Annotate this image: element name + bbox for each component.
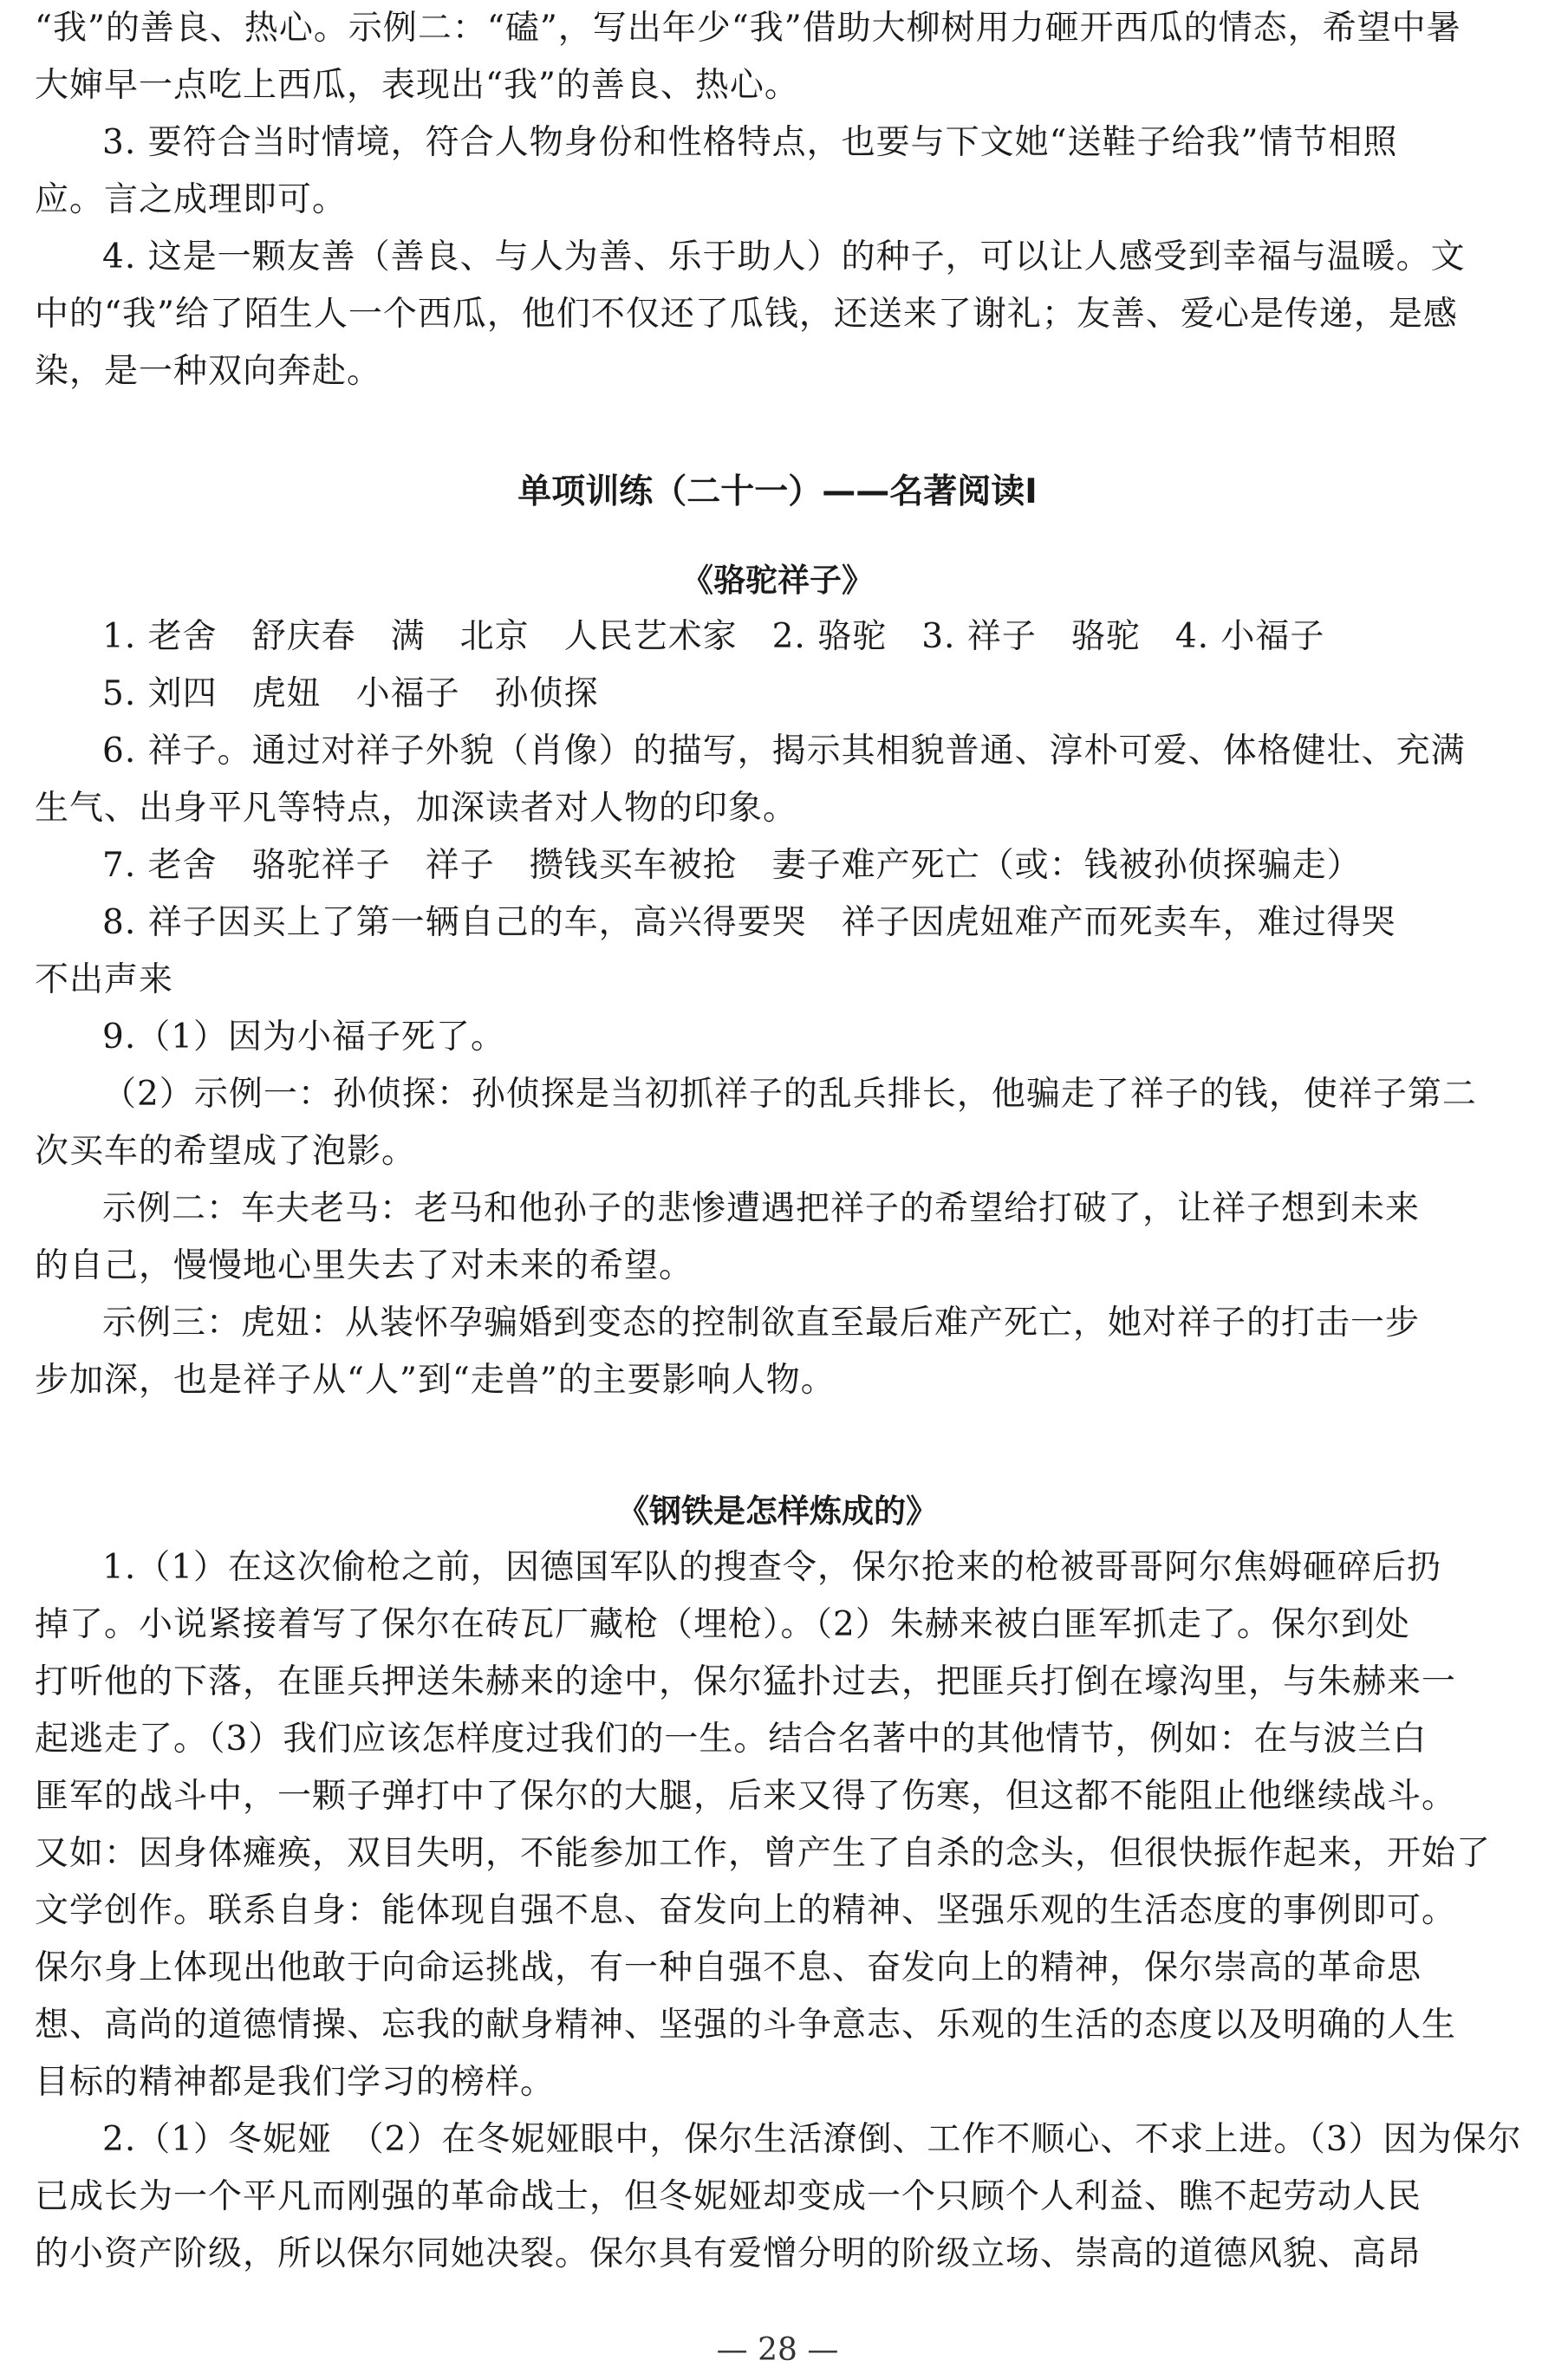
text-line: 染，是一种双向奔赴。	[35, 352, 382, 391]
text-line: 的自己，慢慢地心里失去了对未来的希望。	[35, 1246, 694, 1285]
text-line: 1.（1）在这次偷枪之前，因德国军队的搜查令，保尔抢来的枪被哥哥阿尔焦姆砸碎后扔	[102, 1548, 1442, 1587]
text-line: 生气、出身平凡等特点，加深读者对人物的印象。	[35, 789, 798, 828]
text-line: 目标的精神都是我们学习的榜样。	[35, 2063, 556, 2102]
text-line: 不出声来	[35, 960, 174, 999]
text-line: 示例二：车夫老马：老马和他孙子的悲惨遭遇把祥子的希望给打破了，让祥子想到未来	[102, 1189, 1421, 1228]
text-line: 的小资产阶级，所以保尔同她决裂。保尔具有爱憎分明的阶级立场、崇高的道德风貌、高昂	[35, 2234, 1422, 2273]
text-line: 8. 祥子因买上了第一辆自己的车，高兴得要哭 祥子因虎妞难产而死卖车，难过得哭	[102, 903, 1396, 942]
text-line: 2.（1）冬妮娅 （2）在冬妮娅眼中，保尔生活潦倒、工作不顺心、不求上进。（3）因为保尔	[102, 2120, 1522, 2159]
text-line: 步加深，也是祥子从“人”到“走兽”的主要影响人物。	[35, 1361, 836, 1400]
text-line: 又如：因身体瘫痪，双目失明，不能参加工作，曾产生了自杀的念头，但很快振作起来，开始了	[35, 1834, 1492, 1873]
text-line: 已成长为一个平凡而刚强的革命战士，但冬妮娅却变成一个只顾个人利益、瞧不起劳动人民	[35, 2177, 1422, 2216]
subsection-title-luotuo: 《骆驼祥子》	[681, 562, 874, 599]
text-line: 打听他的下落，在匪兵押送朱赫来的途中，保尔猛扑过去，把匪兵打倒在壕沟里，与朱赫来一	[35, 1662, 1457, 1701]
text-line: 想、高尚的道德情操、忘我的献身精神、坚强的斗争意志、乐观的生活的态度以及明确的人生	[35, 2006, 1457, 2045]
text-line: 示例三：虎妞：从装怀孕骗婚到变态的控制欲直至最后难产死亡，她对祥子的打击一步	[102, 1304, 1421, 1343]
text-line: 3. 要符合当时情境，符合人物身份和性格特点，也要与下文她“送鞋子给我”情节相照	[102, 123, 1398, 162]
text-line: 应。言之成理即可。	[35, 180, 348, 219]
text-line: 9.（1）因为小福子死了。	[102, 1018, 506, 1057]
text-line: 起逃走了。（3）我们应该怎样度过我们的一生。结合名著中的其他情节，例如：在与波兰白	[35, 1720, 1428, 1759]
text-line: 掉了。小说紧接着写了保尔在砖瓦厂藏枪（埋枪）。（2）朱赫来被白匪军抓走了。保尔到处	[35, 1605, 1410, 1644]
text-line: 5. 刘四 虎妞 小福子 孙侦探	[102, 674, 599, 713]
text-line: 匪军的战斗中，一颗子弹打中了保尔的大腿，后来又得了伤寒，但这都不能阻止他继续战斗。	[35, 1777, 1457, 1816]
text-line: “我”的善良、热心。示例二：“磕”，写出年少“我”借助大柳树用力砸开西瓜的情态，希望中暑	[35, 9, 1461, 48]
page-number: — 28 —	[716, 2332, 839, 2368]
text-line: 大婶早一点吃上西瓜，表现出“我”的善良、热心。	[35, 66, 799, 105]
text-line: 次买车的希望成了泡影。	[35, 1132, 417, 1171]
text-line: 中的“我”给了陌生人一个西瓜，他们不仅还了瓜钱，还送来了谢礼；友善、爱心是传递，是感	[35, 295, 1458, 334]
subsection-title-gangtie: 《钢铁是怎样炼成的》	[617, 1492, 938, 1530]
text-line: 6. 祥子。通过对祥子外貌（肖像）的描写，揭示其相貌普通、淳朴可爱、体格健壮、充满	[102, 732, 1466, 771]
text-line: 1. 老舍 舒庆春 满 北京 人民艺术家 2. 骆驼 3. 祥子 骆驼 4. 小福子	[102, 617, 1325, 656]
section-title: 单项训练（二十一）——名著阅读Ⅰ	[517, 472, 1038, 511]
text-line: 4. 这是一颗友善（善良、与人为善、乐于助人）的种子，可以让人感受到幸福与温暖。文	[102, 237, 1466, 276]
text-line: 保尔身上体现出他敢于向命运挑战，有一种自强不息、奋发向上的精神，保尔崇高的革命思	[35, 1948, 1422, 1987]
text-line: （2）示例一：孙侦探：孙侦探是当初抓祥子的乱兵排长，他骗走了祥子的钱，使祥子第二	[102, 1075, 1477, 1114]
text-line: 7. 老舍 骆驼祥子 祥子 攒钱买车被抢 妻子难产死亡（或：钱被孙侦探骗走）	[102, 846, 1362, 885]
text-line: 文学创作。联系自身：能体现自强不息、奋发向上的精神、坚强乐观的生活态度的事例即可。	[35, 1891, 1457, 1930]
